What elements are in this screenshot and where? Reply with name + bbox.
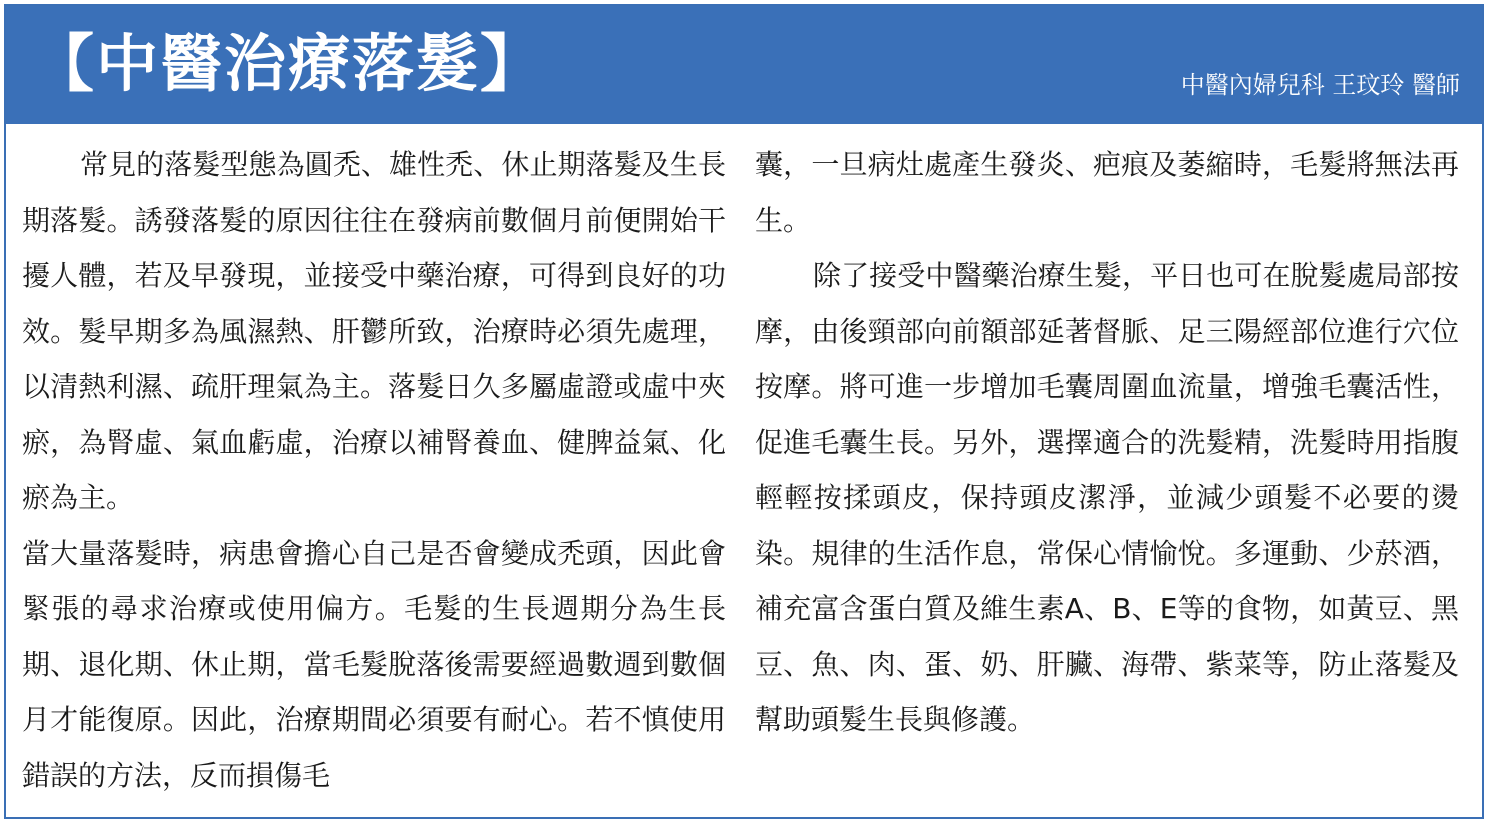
paragraph-follicle-damage: 囊，一旦病灶處產生發炎、疤痕及萎縮時，毛髮將無法再生。	[755, 148, 1459, 237]
author-byline: 中醫內婦兒科 王玟玲 醫師	[1180, 71, 1460, 99]
article-title: 【中醫治療落髮】	[32, 27, 545, 100]
paragraph-causes-treatment: 常見的落髮型態為圓禿、雄性禿、休止期落髮及生長期落髮。誘發落髮的原因往往在發病前數個月前便開始干擾人體，若及早發現，並接受中藥治療，可得到良好的功效。髮早期多為風濕熱、肝鬱所致，治療時必須先處理，以清熱利濕、疏肝理氣為主。落髮日久多屬虛證或虛中夾瘀，為腎虛、氣血虧虛，治療以補腎養血、健脾益氣、化瘀為主。	[22, 148, 726, 514]
right-column	[755, 137, 1459, 807]
paragraph-home-care: 除了接受中醫藥治療生髮，平日也可在脫髮處局部按摩，由後頸部向前額部延著督脈、足三陽經部位進行穴位按摩。將可進一步增加毛囊周圍血流量，增強毛囊活性，促進毛囊生長。另外，選擇適合的洗髮精，洗髮時用指腹輕輕按揉頭皮，保持頭皮潔淨，並減少頭髮不必要的燙染。規律的生活作息，常保心情愉悅。多運動、少菸酒，補充富含蛋白質及維生素A、B、E等的食物，如黃豆、黑豆、魚、肉、蛋、奶、肝臟、海帶、紫菜等，防止落髮及幫助頭髮生長與修護。	[755, 259, 1459, 736]
header-banner	[6, 6, 1482, 124]
article-body	[22, 137, 1458, 807]
paragraph-hair-cycle: 當大量落髮時，病患會擔心自己是否會變成禿頭，因此會緊張的尋求治療或使用偏方。毛髮的生長週期分為生長期、退化期、休止期，當毛髮脫落後需要經過數週到數個月才能復原。因此，治療期間必須要有耐心。若不慎使用錯誤的方法，反而損傷毛	[22, 536, 726, 792]
left-column	[22, 137, 726, 807]
